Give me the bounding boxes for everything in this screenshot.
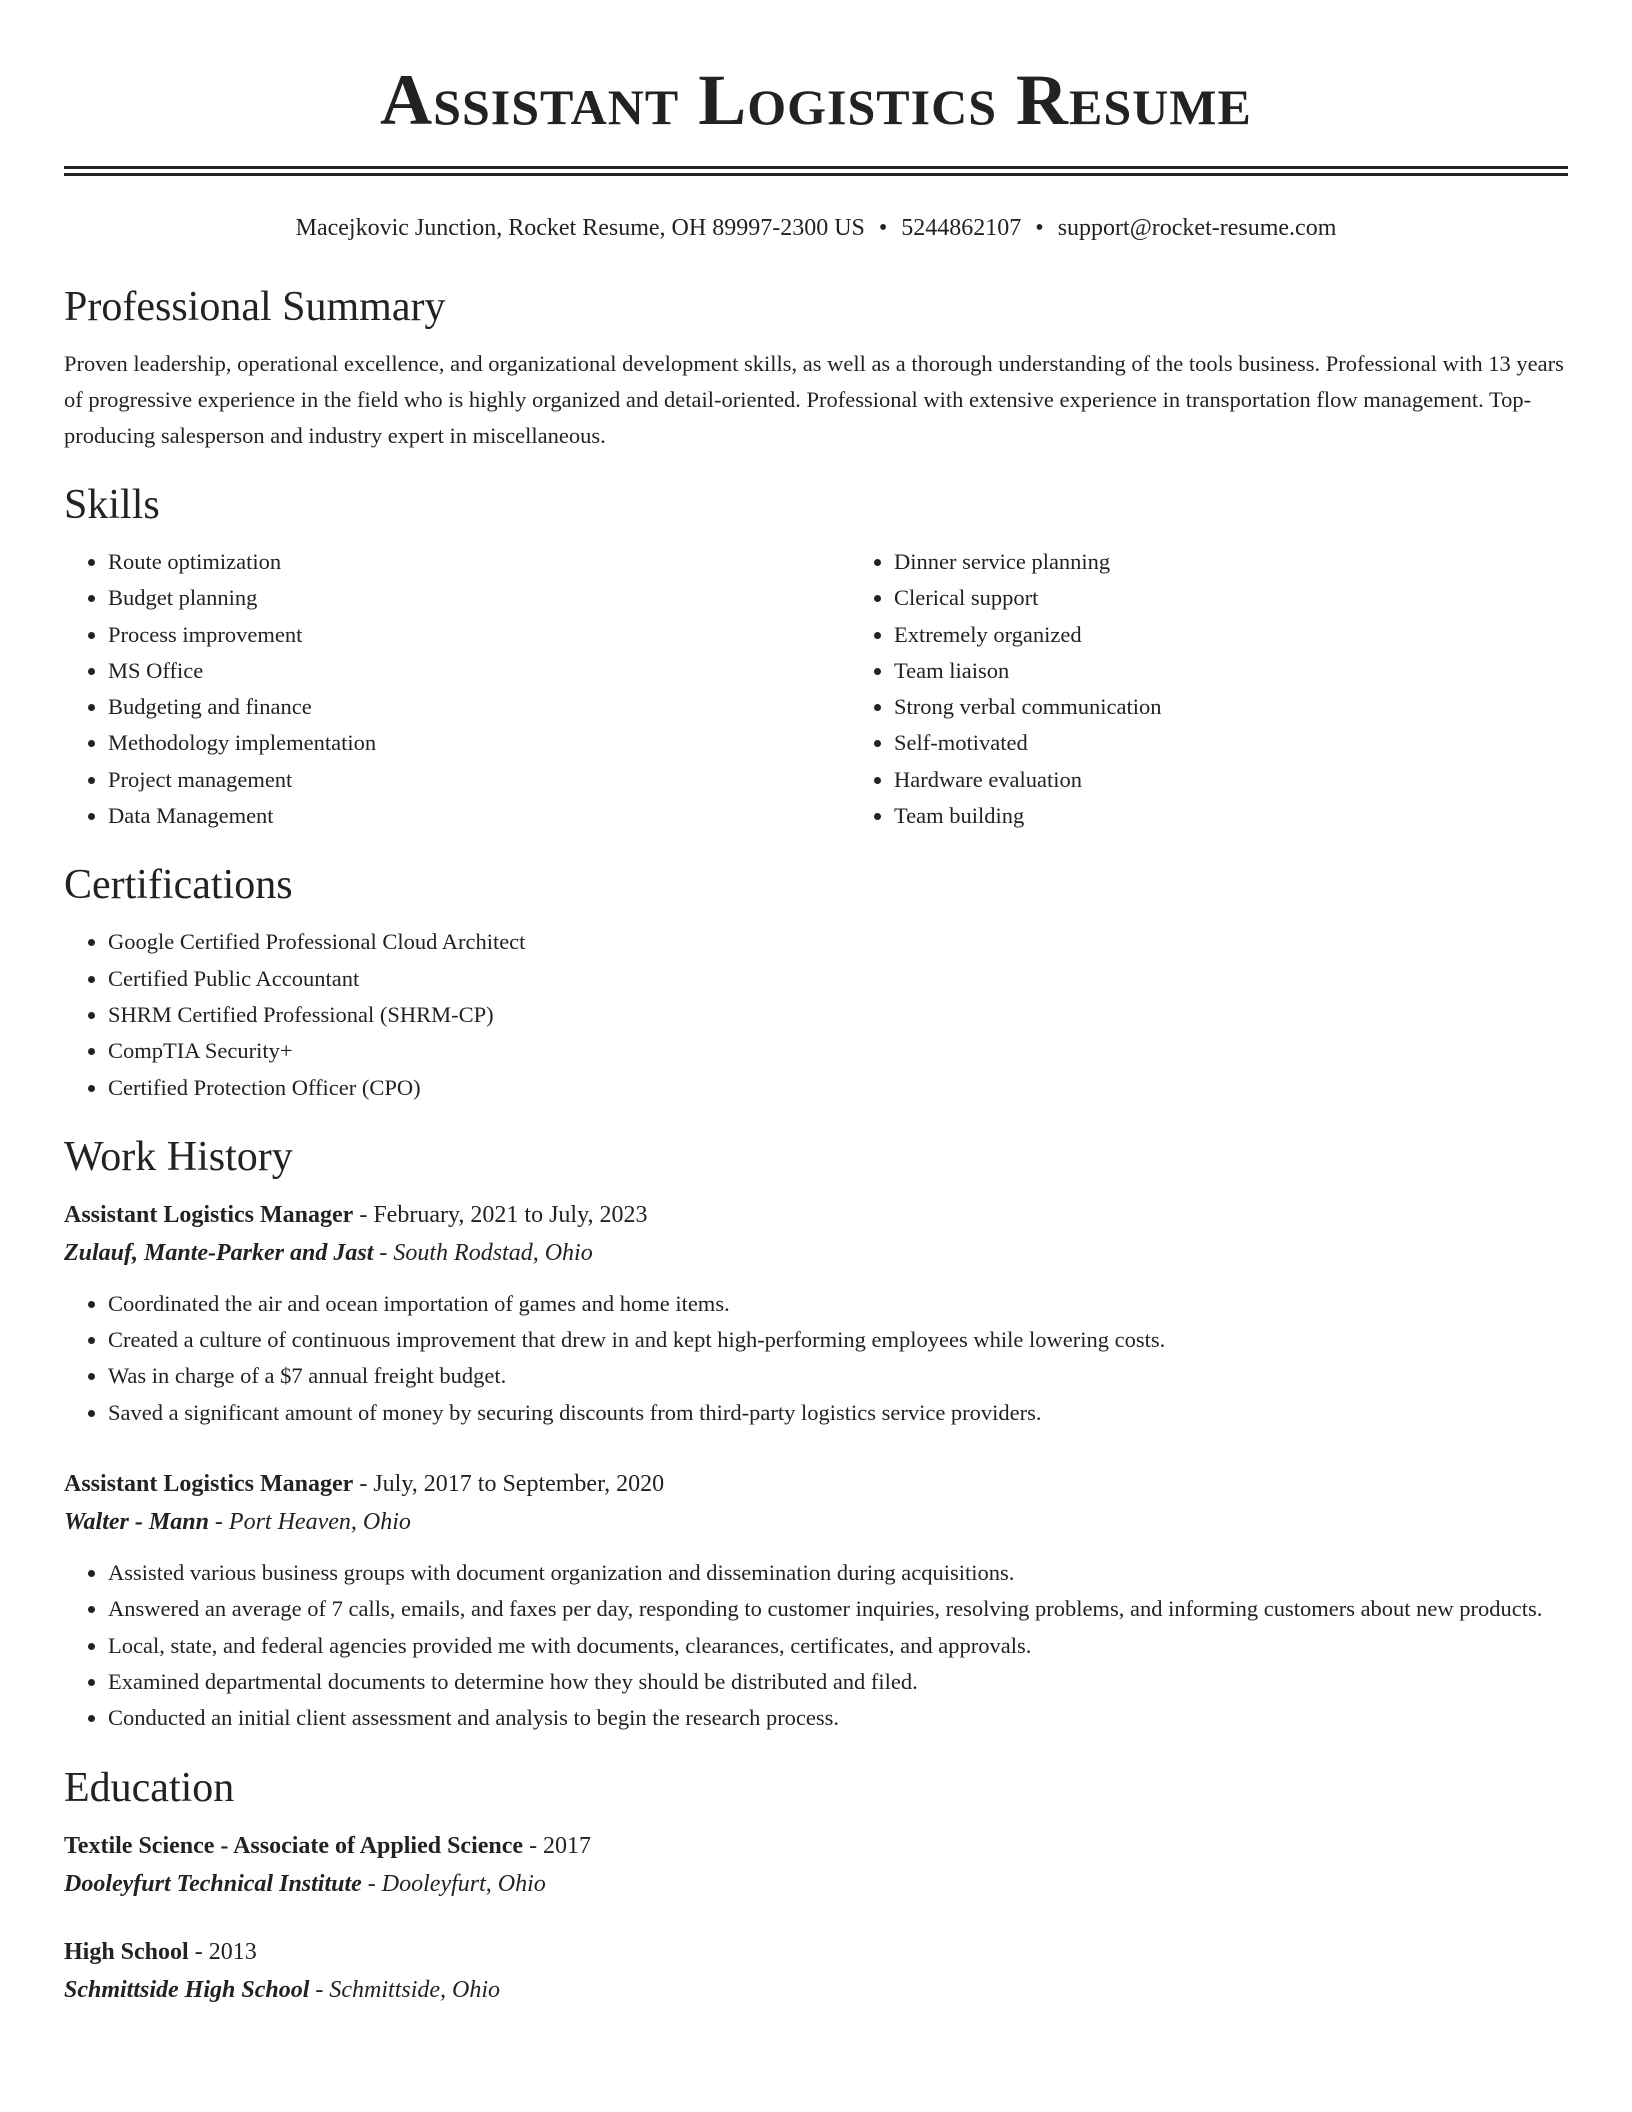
education-entry xyxy=(64,1933,1568,2009)
skill-item: • Project management xyxy=(108,762,850,798)
job-location: - South Rodstad, Ohio xyxy=(373,1239,593,1266)
certification-item: • Certified Public Accountant xyxy=(108,961,1568,997)
contact-phone: 5244862107 xyxy=(901,215,1022,241)
job-bullet: • Was in charge of a $7 annual freight budget. xyxy=(108,1358,1568,1394)
job-bullet: • Assisted various business groups with document organization and dissemination during acquisitions. xyxy=(108,1555,1568,1591)
skill-item: • Extremely organized xyxy=(894,617,1161,653)
job-bullet: • Conducted an initial client assessment and analysis to begin the research process. xyxy=(108,1700,1568,1736)
skill-item: • Budget planning xyxy=(108,580,850,616)
resume-title: Assistant Logistics Resume xyxy=(380,60,1252,140)
school-name: Dooleyfurt Technical Institute xyxy=(64,1870,362,1897)
skill-item: • Methodology implementation xyxy=(108,725,850,761)
job-bullets xyxy=(64,1555,1568,1736)
certification-item: • CompTIA Security+ xyxy=(108,1033,1568,1069)
skill-item: • MS Office xyxy=(108,653,850,689)
job-employer xyxy=(64,1234,1568,1272)
skills-section xyxy=(64,480,1568,834)
job-header xyxy=(64,1196,1568,1234)
education-header xyxy=(64,1827,1568,1865)
skills-list-left xyxy=(64,544,850,834)
degree-name: Textile Science - Associate of Applied Science xyxy=(64,1832,524,1859)
school-name: Schmittside High School xyxy=(64,1976,310,2003)
company-name: Zulauf, Mante-Parker and Jast xyxy=(64,1239,374,1266)
skill-item: • Clerical support xyxy=(894,580,1161,616)
job-bullet: • Answered an average of 7 calls, emails, and faxes per day, responding to customer inquiries, resolving problems, and informing customers about new products. xyxy=(108,1591,1568,1627)
job-header xyxy=(64,1465,1568,1503)
job-title: Assistant Logistics Manager xyxy=(64,1471,354,1498)
job-dates: - July, 2017 to September, 2020 xyxy=(353,1471,665,1498)
job-title: Assistant Logistics Manager xyxy=(64,1201,354,1228)
school-location: - Dooleyfurt, Ohio xyxy=(361,1870,546,1897)
skill-item: • Strong verbal communication xyxy=(894,689,1161,725)
job-bullet: • Coordinated the air and ocean importation of games and home items. xyxy=(108,1286,1568,1322)
skill-item: • Route optimization xyxy=(108,544,850,580)
section-heading: Work History xyxy=(64,1133,293,1180)
job-employer xyxy=(64,1503,1568,1541)
job-entry xyxy=(64,1465,1568,1736)
skill-item: • Budgeting and finance xyxy=(108,689,850,725)
certifications-list xyxy=(64,924,1568,1105)
job-bullet: • Saved a significant amount of money by securing discounts from third-party logistics service providers. xyxy=(108,1395,1568,1431)
job-dates: - February, 2021 to July, 2023 xyxy=(353,1201,648,1228)
job-location: - Port Heaven, Ohio xyxy=(208,1509,411,1536)
job-entry xyxy=(64,1196,1568,1431)
certification-item: • SHRM Certified Professional (SHRM-CP) xyxy=(108,997,1568,1033)
education-header xyxy=(64,1933,1568,1971)
skill-item: • Team building xyxy=(894,798,1161,834)
job-bullet: • Local, state, and federal agencies provided me with documents, clearances, certificates, and approvals. xyxy=(108,1628,1568,1664)
graduation-year: - 2013 xyxy=(188,1938,257,1965)
section-heading: Education xyxy=(64,1764,235,1811)
contact-line xyxy=(64,212,1568,244)
section-heading: Skills xyxy=(64,482,160,528)
education-school xyxy=(64,1865,1568,1903)
section-heading: Professional Summary xyxy=(64,284,446,330)
job-bullet: • Created a culture of continuous improvement that drew in and kept high-performing employees while lowering costs. xyxy=(108,1322,1568,1358)
contact-separator: • xyxy=(878,215,888,241)
company-name: Walter - Mann xyxy=(64,1509,209,1536)
title-divider xyxy=(64,166,1568,176)
certification-item: • Certified Protection Officer (CPO) xyxy=(108,1070,1568,1106)
work-history-section xyxy=(64,1132,1568,1737)
skill-item: • Process improvement xyxy=(108,617,850,653)
skill-item: • Dinner service planning xyxy=(894,544,1161,580)
skill-item: • Hardware evaluation xyxy=(894,762,1161,798)
skill-item: • Team liaison xyxy=(894,653,1161,689)
skill-item: • Self-motivated xyxy=(894,725,1161,761)
job-bullet: • Examined departmental documents to determine how they should be distributed and filed. xyxy=(108,1664,1568,1700)
education-section xyxy=(64,1763,1568,2009)
contact-email: support@rocket-resume.com xyxy=(1057,215,1337,241)
job-bullets xyxy=(64,1286,1568,1431)
education-school xyxy=(64,1971,1568,2009)
contact-address: Macejkovic Junction, Rocket Resume, OH 89997-2300 US xyxy=(295,215,865,241)
graduation-year: - 2017 xyxy=(523,1832,592,1859)
skills-list-right xyxy=(850,544,1161,834)
education-entry xyxy=(64,1827,1568,1903)
certification-item: • Google Certified Professional Cloud Architect xyxy=(108,924,1568,960)
summary-text: Proven leadership, operational excellence, and organizational development skills, as well as a thorough understanding of the tools business. Professional with 13 years of progressive experience in the field who is highly organized and detail-oriented. Professional with extensive experience in transportation flow management. Top-producing salesperson and industry expert in miscellaneous. xyxy=(64,351,1564,448)
certifications-section xyxy=(64,860,1568,1105)
skills-columns xyxy=(64,544,1568,834)
school-location: - Schmittside, Ohio xyxy=(309,1976,501,2003)
degree-name: High School xyxy=(64,1938,189,1965)
professional-summary-section xyxy=(64,282,1568,454)
contact-separator: • xyxy=(1035,215,1044,241)
skill-item: • Data Management xyxy=(108,798,850,834)
section-heading: Certifications xyxy=(64,862,293,909)
